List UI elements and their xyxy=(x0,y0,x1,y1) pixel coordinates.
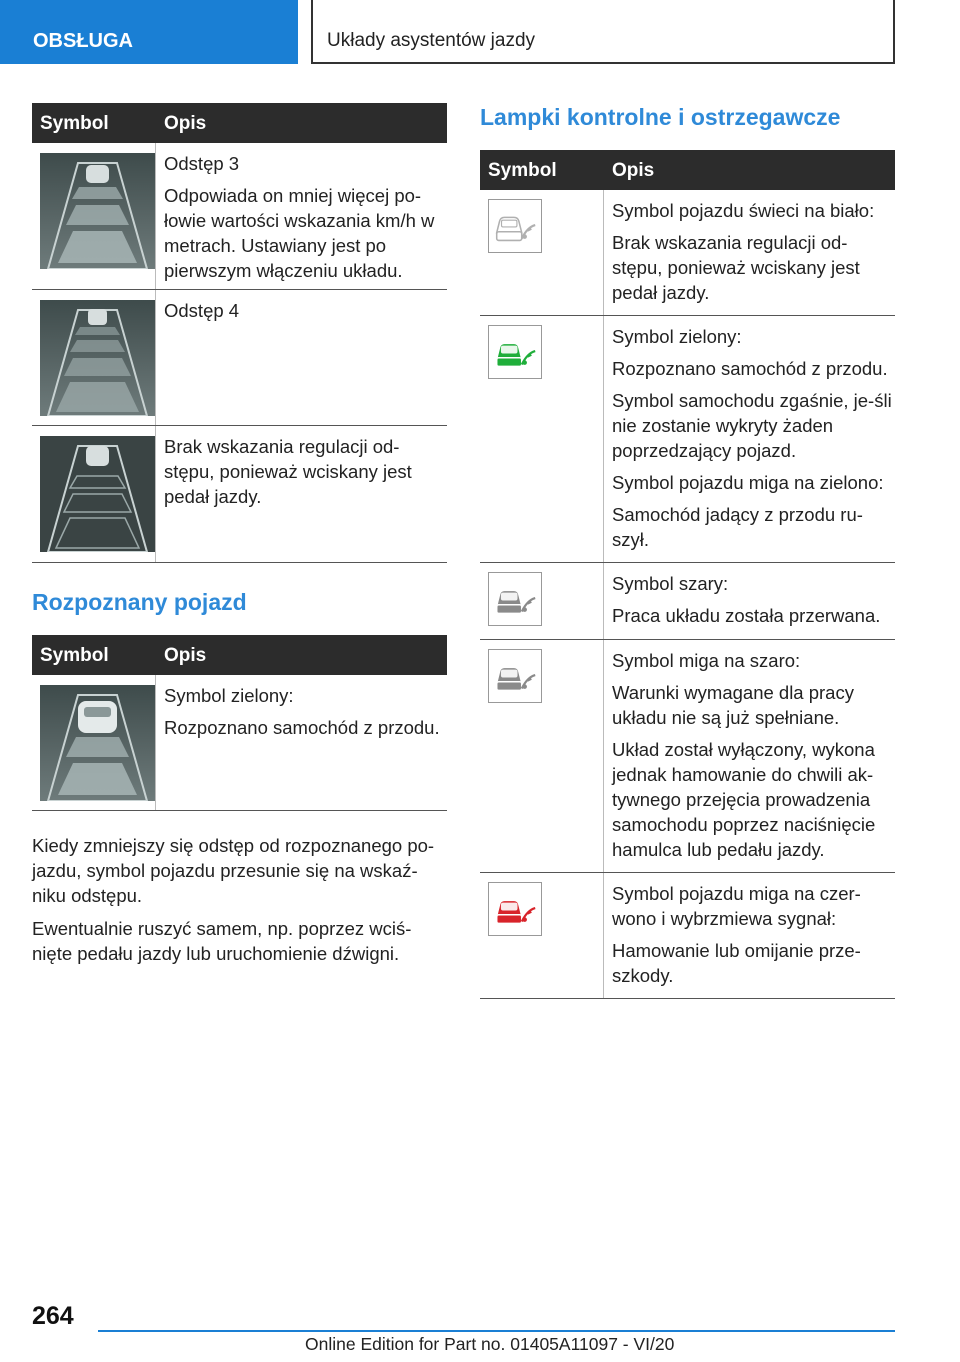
row-text: Odpowiada on mniej więcej po-łowie wartości wskazania km/h w metrach. Ustawiany jest po pierwszym włączeniu układu. xyxy=(164,185,435,281)
no-regulation-icon xyxy=(40,436,155,552)
row-title: Symbol miga na szaro: xyxy=(612,650,801,671)
page-number: 264 xyxy=(32,1302,74,1330)
row-title: Brak wskazania regulacji od-stępu, ponieważ wciskany jest pedał jazdy. xyxy=(164,436,412,507)
row-text: Symbol pojazdu miga na zielono: xyxy=(612,472,884,493)
row-title: Odstęp 4 xyxy=(164,300,240,321)
row-text: Symbol samochodu zgaśnie, je-śli nie zostanie wykryty żaden poprzedzający pojazd. xyxy=(612,390,892,461)
car-distance-gray-icon xyxy=(488,572,542,626)
table-row xyxy=(480,640,895,873)
car-distance-green-icon xyxy=(488,325,542,379)
row-title: Symbol pojazdu świeci na biało: xyxy=(612,200,875,221)
car-distance-white-icon xyxy=(488,199,542,253)
col-symbol-header: Symbol xyxy=(40,113,109,134)
row-title: Symbol szary: xyxy=(612,573,729,594)
table-row xyxy=(480,190,895,316)
table-row xyxy=(32,290,447,426)
table-row xyxy=(32,143,447,290)
row-title: Symbol zielony: xyxy=(612,326,742,347)
table-header xyxy=(32,103,447,143)
table-header xyxy=(32,635,447,675)
page-title: Układy asystentów jazdy xyxy=(311,0,895,64)
distance-3-icon xyxy=(40,153,155,269)
table-row xyxy=(32,675,447,811)
left-column xyxy=(32,103,447,974)
table-row xyxy=(480,316,895,563)
row-text: Układ został wyłączony, wykona jednak hamowanie do chwili ak-tywnego przejęcia prowadzenia samochodu poprzez naciśnięcie hamulca lub pedału jazdy. xyxy=(612,739,876,860)
row-text: Praca układu została przerwana. xyxy=(612,605,881,626)
row-text: Samochód jadący z przodu ru-szył. xyxy=(612,504,863,550)
vehicle-detected-icon xyxy=(40,685,155,801)
table-row xyxy=(480,563,895,640)
table-row xyxy=(480,873,895,999)
row-text: Warunki wymagane dla pracy układu nie są już spełniane. xyxy=(612,682,854,728)
footer-divider xyxy=(98,1330,895,1332)
row-text: Hamowanie lub omijanie prze-szkody. xyxy=(612,940,861,986)
col-desc-header: Opis xyxy=(612,160,655,181)
col-desc-header: Opis xyxy=(164,645,207,666)
distance-4-icon xyxy=(40,300,155,416)
section-tab[interactable]: OBSŁUGA xyxy=(0,0,298,64)
row-title: Symbol zielony: xyxy=(164,685,294,706)
body-paragraph: Kiedy zmniejszy się odstęp od rozpoznanego po-jazdu, symbol pojazdu przesunie się na wskaź-niku odstępu. xyxy=(32,835,435,906)
table-header xyxy=(480,150,895,190)
section-heading: Rozpoznany pojazd xyxy=(32,589,247,615)
section-heading: Lampki kontrolne i ostrzegawcze xyxy=(480,104,841,130)
row-text: Brak wskazania regulacji od-stępu, ponieważ wciskany jest pedał jazdy. xyxy=(612,232,860,303)
car-distance-gray-blink-icon xyxy=(488,649,542,703)
car-distance-red-icon xyxy=(488,882,542,936)
col-symbol-header: Symbol xyxy=(40,645,109,666)
row-text: Rozpoznano samochód z przodu. xyxy=(164,717,440,738)
right-column xyxy=(480,103,895,999)
col-desc-header: Opis xyxy=(164,113,207,134)
table-row xyxy=(32,426,447,563)
row-text: Rozpoznano samochód z przodu. xyxy=(612,358,888,379)
body-paragraph: Ewentualnie ruszyć samem, np. poprzez wciś-nięte pedału jazdy lub uruchomienie dźwigni. xyxy=(32,918,412,964)
row-title: Symbol pojazdu miga na czer-wono i wybrzmiewa sygnał: xyxy=(612,883,861,929)
row-title: Odstęp 3 xyxy=(164,153,240,174)
edition-footer: Online Edition for Part no. 01405A11097 - VI/20 xyxy=(305,1334,675,1354)
col-symbol-header: Symbol xyxy=(488,160,557,181)
